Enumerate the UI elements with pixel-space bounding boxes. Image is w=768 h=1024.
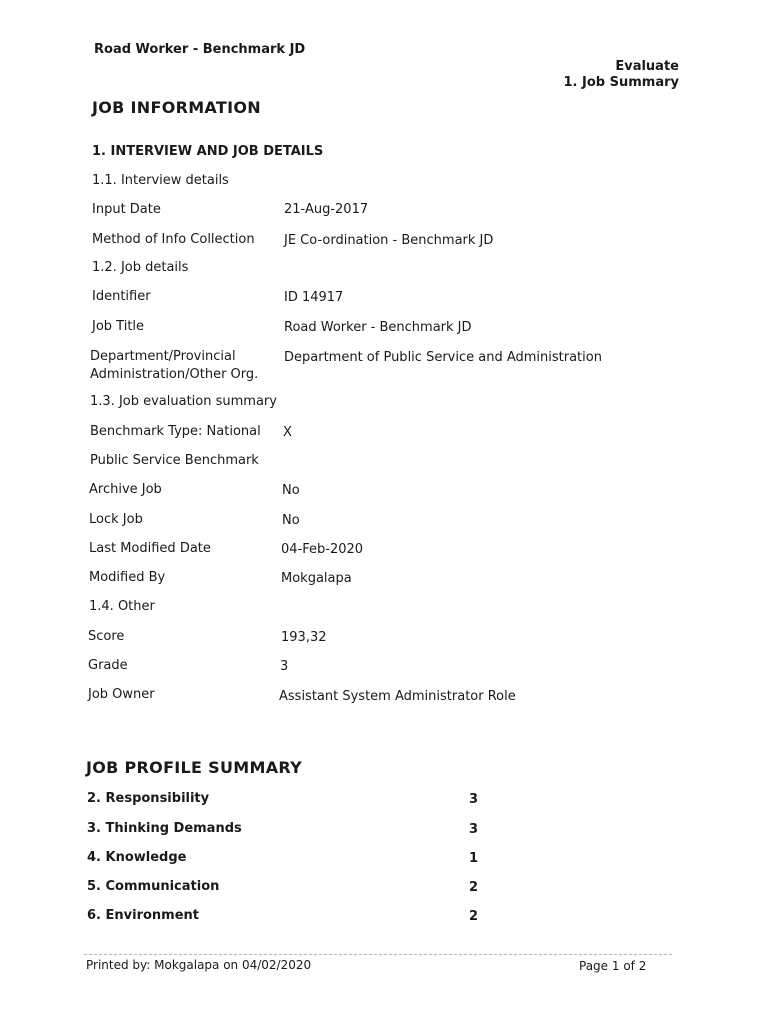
identifier-label: Identifier (92, 289, 151, 304)
job-owner-label: Job Owner (88, 687, 155, 702)
summary-item-value: 1 (469, 851, 479, 866)
job-evaluation-summary-subheading: 1.3. Job evaluation summary (90, 394, 277, 409)
department-label-line1: Department/Provincial (90, 349, 236, 364)
summary-item-value: 3 (469, 822, 479, 837)
input-date-label: Input Date (92, 202, 161, 217)
interview-details-subheading: 1.1. Interview details (92, 173, 229, 188)
header-evaluate: Evaluate (615, 59, 679, 74)
score-value: 193,32 (281, 630, 327, 645)
department-label-line2: Administration/Other Org. (90, 367, 259, 382)
benchmark-type-label-line2: Public Service Benchmark (90, 453, 259, 468)
footer-divider (84, 954, 672, 955)
lock-job-value: No (282, 513, 300, 528)
job-profile-summary-heading: JOB PROFILE SUMMARY (86, 758, 303, 777)
last-modified-date-value: 04-Feb-2020 (281, 542, 364, 557)
grade-label: Grade (88, 658, 128, 673)
page-header-right (564, 59, 679, 91)
summary-item-label: 4. Knowledge (87, 850, 187, 865)
summary-item-label: 3. Thinking Demands (87, 821, 242, 836)
page-number: Page 1 of 2 (579, 959, 647, 973)
archive-job-label: Archive Job (89, 482, 162, 497)
summary-item-label: 2. Responsibility (87, 791, 210, 806)
method-label: Method of Info Collection (92, 232, 255, 247)
archive-job-value: No (282, 483, 300, 498)
job-details-subheading: 1.2. Job details (92, 260, 189, 275)
other-subheading: 1.4. Other (89, 599, 155, 614)
grade-value: 3 (280, 659, 289, 674)
identifier-value: ID 14917 (284, 290, 344, 305)
summary-item-value: 2 (469, 880, 479, 895)
summary-item-label: 6. Environment (87, 908, 200, 923)
benchmark-type-label: Benchmark Type: National (90, 424, 261, 439)
job-title-label: Job Title (92, 319, 145, 334)
interview-job-details-heading: 1. INTERVIEW AND JOB DETAILS (92, 144, 324, 159)
header-job-summary: 1. Job Summary (563, 75, 679, 90)
modified-by-label: Modified By (89, 570, 166, 585)
summary-item-value: 3 (469, 792, 479, 807)
summary-item-label: 5. Communication (87, 879, 220, 894)
method-value: JE Co-ordination - Benchmark JD (284, 233, 494, 248)
document-title: Road Worker - Benchmark JD (94, 42, 306, 57)
department-label (90, 348, 258, 384)
printed-by: Printed by: Mokgalapa on 04/02/2020 (86, 958, 312, 972)
score-label: Score (88, 629, 125, 644)
summary-item-value: 2 (469, 909, 479, 924)
input-date-value: 21-Aug-2017 (284, 202, 369, 217)
lock-job-label: Lock Job (89, 512, 143, 527)
job-owner-value: Assistant System Administrator Role (279, 689, 516, 704)
department-value: Department of Public Service and Administration (284, 350, 602, 365)
job-information-heading: JOB INFORMATION (92, 98, 261, 117)
modified-by-value: Mokgalapa (281, 571, 352, 586)
benchmark-type-value: X (283, 425, 292, 440)
job-title-value: Road Worker - Benchmark JD (284, 320, 472, 335)
last-modified-date-label: Last Modified Date (89, 541, 211, 556)
